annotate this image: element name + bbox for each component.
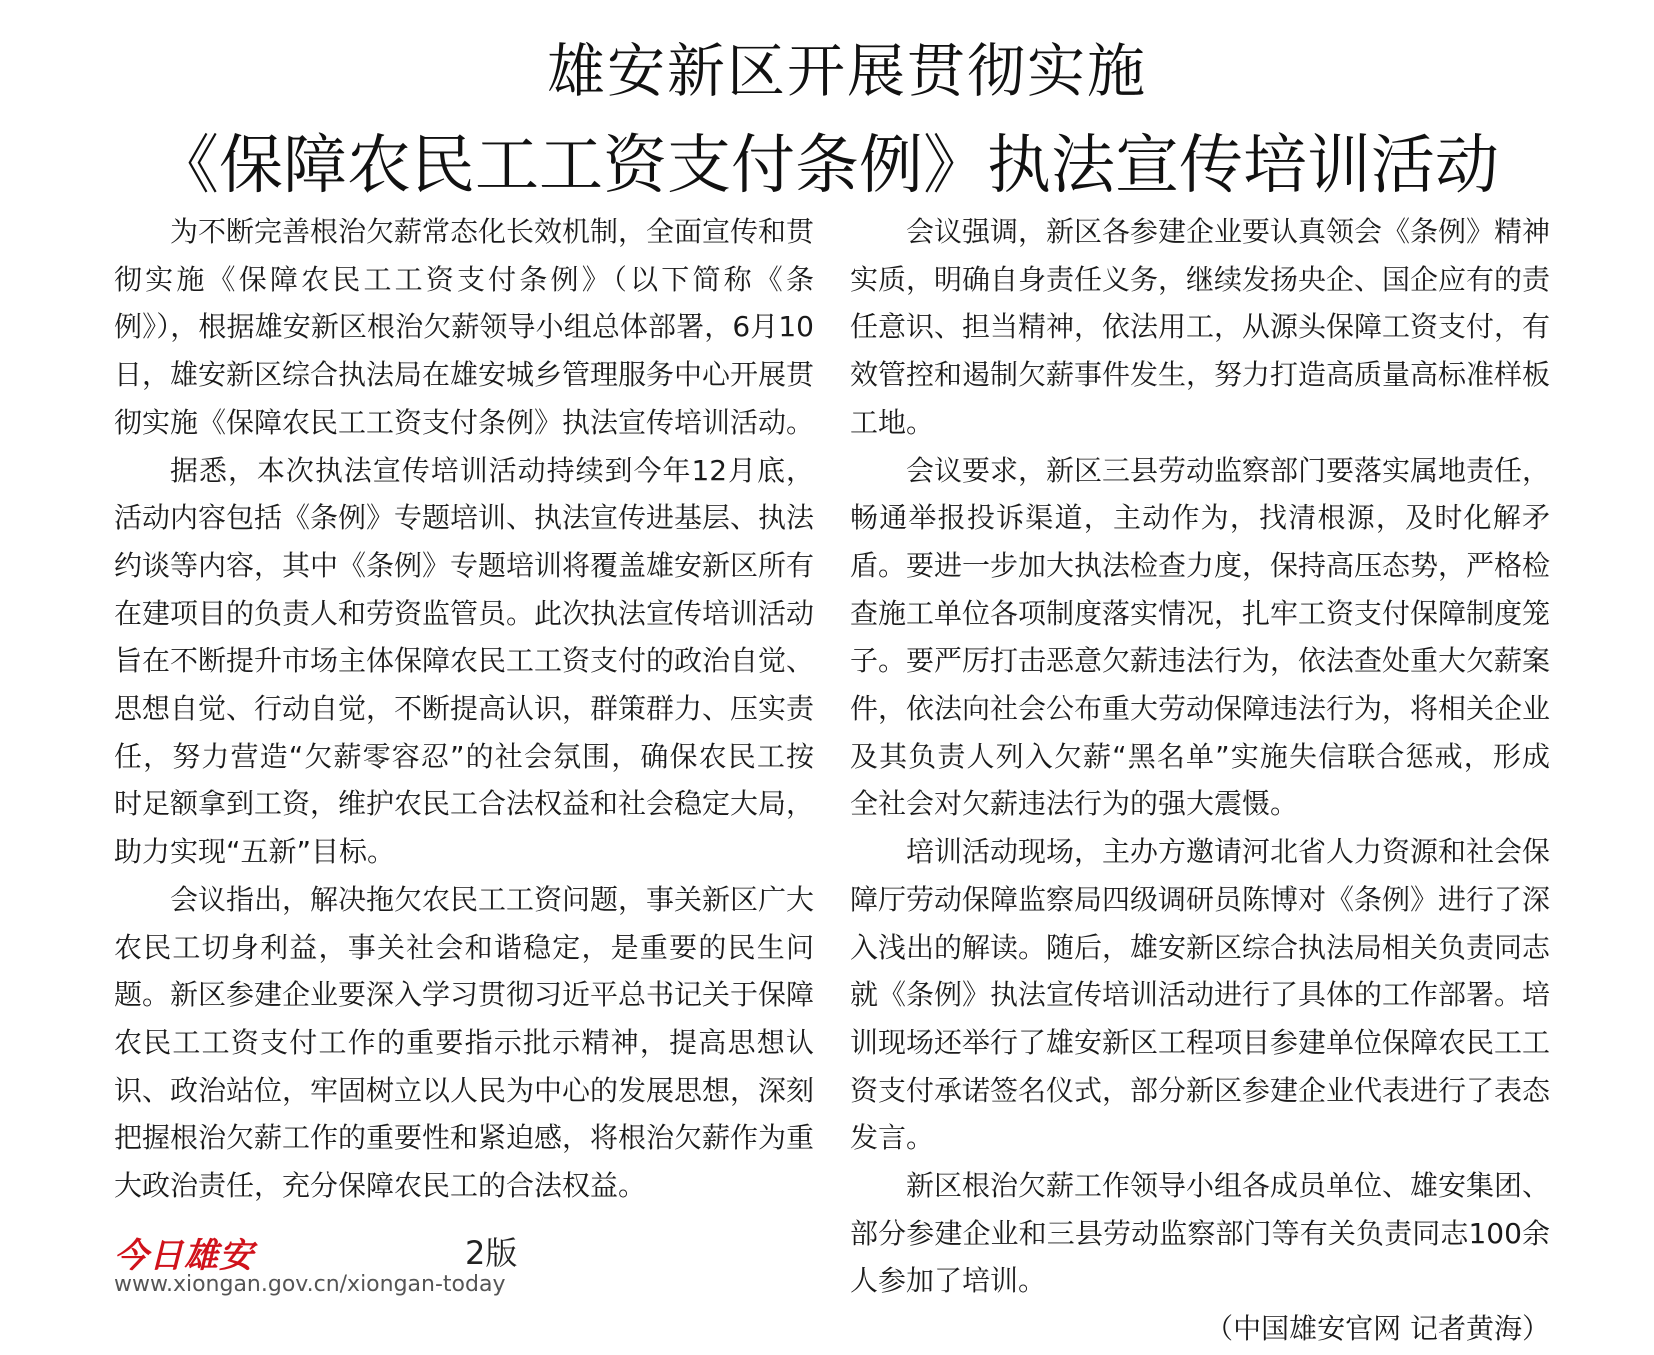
article-title-line-1: 雄安新区开展贯彻实施 bbox=[546, 37, 1147, 105]
left-column bbox=[114, 208, 814, 1210]
article-title-line-2: 《保障农民工工资支付条例》执法宣传培训活动 bbox=[155, 129, 1499, 203]
paragraph: 培训活动现场，主办方邀请河北省人力资源和社会保障厅劳动保障监察局四级调研员陈博对《条例》进行了深入浅出的解读。随后，雄安新区综合执法局相关负责同志就《条例》执法宣传培训活动进行了具体的工作部署。培训现场还举行了雄安新区工程项目参建单位保障农民工工资支付承诺签名仪式，部分新区参建企业代表进行了表态发言。 bbox=[850, 835, 1551, 1155]
paragraph: 据悉，本次执法宣传培训活动持续到今年12月底，活动内容包括《条例》专题培训、执法宣传进基层、执法约谈等内容，其中《条例》专题培训将覆盖雄安新区所有在建项目的负责人和劳资监管员。此次执法宣传培训活动旨在不断提升市场主体保障农民工工资支付的政治自觉、思想自觉、行动自觉，不断提高认识，群策群力、压实责任，努力营造“欠薪零容忍”的社会氛围，确保农民工按时足额拿到工资，维护农民工合法权益和社会稳定大局，助力实现“五新”目标。 bbox=[114, 453, 815, 869]
paragraph: 会议要求，新区三县劳动监察部门要落实属地责任，畅通举报投诉渠道，主动作为，找清根源，及时化解矛盾。要进一步加大执法检查力度，保持高压态势，严格检查施工单位各项制度落实情况，扎牢工资支付保障制度笼子。要严厉打击恶意欠薪违法行为，依法查处重大欠薪案件，依法向社会公布重大劳动保障违法行为，将相关企业及其负责人列入欠薪“黑名单”实施失信联合惩戒，形成全社会对欠薪违法行为的强大震慑。 bbox=[850, 453, 1551, 821]
source-url: www.xiongan.gov.cn/xiongan-today bbox=[114, 1272, 506, 1297]
paragraph: 为不断完善根治欠薪常态化长效机制，全面宣传和贯彻实施《保障农民工工资支付条例》（以下简称《条例》），根据雄安新区根治欠薪领导小组总体部署，6月10日，雄安新区综合执法局在雄安城乡管理服务中心开展贯彻实施《保障农民工工资支付条例》执法宣传培训活动。 bbox=[114, 215, 815, 439]
paragraph: 会议强调，新区各参建企业要认真领会《条例》精神实质，明确自身责任义务，继续发扬央企、国企应有的责任意识、担当精神，依法用工，从源头保障工资支付，有效管控和遏制欠薪事件发生，努力打造高质量高标准样板工地。 bbox=[850, 215, 1551, 439]
edition-label: 2版 bbox=[465, 1234, 518, 1272]
paragraph: 会议指出，解决拖欠农民工工资问题，事关新区广大农民工切身利益，事关社会和谐稳定，是重要的民生问题。新区参建企业要深入学习贯彻习近平总书记关于保障农民工工资支付工作的重要指示批示精神，提高思想认识、政治站位，牢固树立以人民为中心的发展思想，深刻把握根治欠薪工作的重要性和紧迫感，将根治欠薪作为重大政治责任，充分保障农民工的合法权益。 bbox=[114, 882, 815, 1203]
byline: （中国雄安官网 记者黄海） bbox=[1205, 1312, 1550, 1346]
newspaper-logo: 今日雄安 bbox=[114, 1236, 254, 1276]
right-column bbox=[850, 208, 1550, 1353]
paragraph: 新区根治欠薪工作领导小组各成员单位、雄安集团、部分参建企业和三县劳动监察部门等有关负责同志100余人参加了培训。 bbox=[850, 1169, 1551, 1298]
